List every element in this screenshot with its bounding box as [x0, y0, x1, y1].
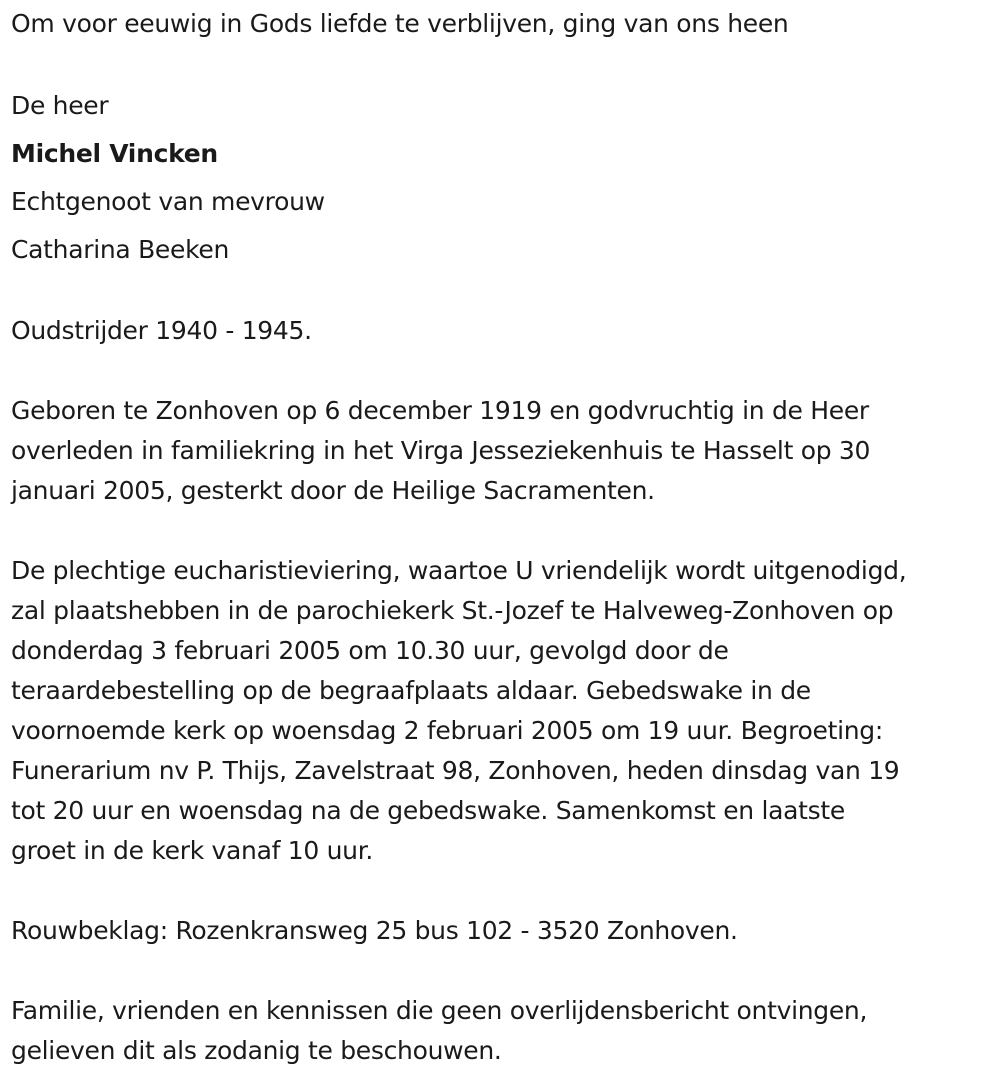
closing-line: Familie, vrienden en kennissen die geen overlijdensbericht ontvingen,: [11, 996, 868, 1025]
ceremony-line: teraardebestelling op de begraafplaats aldaar. Gebedswake in de: [11, 676, 811, 705]
ceremony-line: De plechtige eucharistieviering, waartoe U vriendelijk wordt uitgenodigd,: [11, 556, 907, 585]
deceased-name: Michel Vincken: [11, 139, 218, 168]
birth-death-line: overleden in familiekring in het Virga Jesseziekenhuis te Hasselt op 30: [11, 436, 871, 465]
ceremony-line: voornoemde kerk op woensdag 2 februari 2005 om 19 uur. Begroeting:: [11, 716, 883, 745]
title-text: De heer: [11, 91, 109, 120]
birth-death-line: januari 2005, gesterkt door de Heilige Sacramenten.: [11, 476, 655, 505]
ceremony-line: Funerarium nv P. Thijs, Zavelstraat 98, Zonhoven, heden dinsdag van 19: [11, 756, 900, 785]
intro-text: Om voor eeuwig in Gods liefde te verblijven, ging van ons heen: [11, 9, 789, 38]
ceremony-line: groet in de kerk vanaf 10 uur.: [11, 836, 374, 865]
spouse-label: Echtgenoot van mevrouw: [11, 187, 325, 216]
ceremony-line: zal plaatshebben in de parochiekerk St.-Jozef te Halveweg-Zonhoven op: [11, 596, 894, 625]
ceremony-line: donderdag 3 februari 2005 om 10.30 uur, gevolgd door de: [11, 636, 729, 665]
condolence-address: Rouwbeklag: Rozenkransweg 25 bus 102 - 3520 Zonhoven.: [11, 916, 738, 945]
veteran-text: Oudstrijder 1940 - 1945.: [11, 316, 312, 345]
birth-death-line: Geboren te Zonhoven op 6 december 1919 en godvruchtig in de Heer: [11, 396, 869, 425]
closing-line: gelieven dit als zodanig te beschouwen.: [11, 1036, 502, 1065]
ceremony-line: tot 20 uur en woensdag na de gebedswake. Samenkomst en laatste: [11, 796, 845, 825]
spouse-name: Catharina Beeken: [11, 235, 230, 264]
